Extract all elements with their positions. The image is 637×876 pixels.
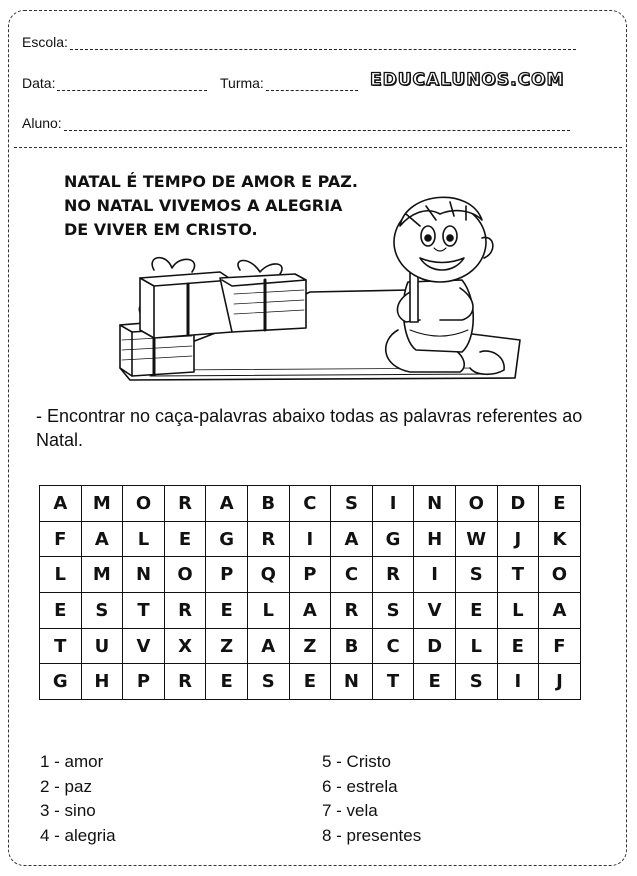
date-label: Data: [22,75,56,91]
grid-cell[interactable]: A [206,486,248,522]
grid-cell[interactable]: G [372,521,414,557]
grid-cell[interactable]: U [81,628,123,664]
grid-cell[interactable]: N [414,486,456,522]
grid-cell[interactable]: Q [247,557,289,593]
grid-cell[interactable]: D [497,486,539,522]
grid-cell[interactable]: E [206,593,248,629]
class-line[interactable] [266,78,358,91]
grid-row [40,557,581,593]
school-label: Escola: [22,34,68,50]
grid-cell[interactable]: E [539,486,581,522]
grid-cell[interactable]: G [40,664,82,700]
grid-row [40,486,581,522]
grid-cell[interactable]: E [455,593,497,629]
grid-cell[interactable]: I [372,486,414,522]
word-list-item: 6 - estrela [322,776,398,796]
grid-cell[interactable]: E [497,628,539,664]
logo: EDUCALUNOS.COM [370,70,565,90]
grid-cell[interactable]: R [164,593,206,629]
student-label: Aluno: [22,115,62,131]
grid-cell[interactable]: T [497,557,539,593]
word-list-item: 3 - sino [40,801,96,820]
grid-cell[interactable]: L [497,593,539,629]
headline-line-1: NATAL É TEMPO DE AMOR E PAZ. [64,172,358,191]
grid-cell[interactable]: R [247,521,289,557]
school-field[interactable] [22,34,576,50]
grid-cell[interactable]: F [40,521,82,557]
grid-cell[interactable]: D [414,628,456,664]
grid-cell[interactable]: A [289,593,331,629]
word-list-item: 1 - amor [40,752,104,771]
grid-row [40,593,581,629]
grid-cell[interactable]: P [206,557,248,593]
grid-cell[interactable]: T [372,664,414,700]
grid-cell[interactable]: S [247,664,289,700]
grid-row [40,521,581,557]
grid-cell[interactable]: L [455,628,497,664]
grid-row [40,628,581,664]
headline-line-3: DE VIVER EM CRISTO. [64,220,258,239]
grid-cell[interactable]: C [289,486,331,522]
grid-cell[interactable]: L [123,521,165,557]
grid-cell[interactable]: W [455,521,497,557]
date-field[interactable] [22,75,207,91]
grid-cell[interactable]: N [123,557,165,593]
grid-cell[interactable]: J [497,521,539,557]
grid-cell[interactable]: A [331,521,373,557]
student-line[interactable] [64,118,570,131]
instruction-text: - Encontrar no caça-palavras abaixo todas as palavras referentes ao Natal. [36,406,583,450]
grid-cell[interactable]: A [40,486,82,522]
word-search-grid[interactable] [39,485,581,700]
grid-cell[interactable]: H [414,521,456,557]
word-list-item: 4 - alegria [40,825,116,845]
grid-cell[interactable]: S [331,486,373,522]
word-list-item: 5 - Cristo [322,752,391,771]
grid-cell[interactable]: S [455,664,497,700]
grid-cell[interactable]: V [123,628,165,664]
gift-box-icon [140,258,232,338]
date-line[interactable] [57,78,207,91]
grid-cell[interactable]: A [539,593,581,629]
grid-cell[interactable]: R [331,593,373,629]
grid-cell[interactable]: K [539,521,581,557]
word-list-left [40,750,116,848]
grid-cell[interactable]: S [455,557,497,593]
grid-cell[interactable]: S [372,593,414,629]
grid-cell[interactable]: T [123,593,165,629]
grid-cell[interactable]: E [40,593,82,629]
gift-box-icon [220,261,306,333]
grid-cell[interactable]: E [206,664,248,700]
grid-cell[interactable]: B [247,486,289,522]
grid-cell[interactable]: A [247,628,289,664]
grid-cell[interactable]: E [164,521,206,557]
grid-cell[interactable]: O [539,557,581,593]
grid-cell[interactable]: Z [206,628,248,664]
grid-cell[interactable]: I [414,557,456,593]
grid-cell[interactable]: J [539,664,581,700]
grid-cell[interactable]: E [289,664,331,700]
word-list-item: 2 - paz [40,776,92,796]
word-list-item: 8 - presentes [322,825,422,845]
grid-cell[interactable]: R [164,486,206,522]
grid-cell[interactable]: S [81,593,123,629]
grid-cell[interactable]: P [123,664,165,700]
grid-cell[interactable]: R [372,557,414,593]
grid-cell[interactable]: A [81,521,123,557]
grid-cell[interactable]: L [40,557,82,593]
grid-cell[interactable]: O [123,486,165,522]
boy-with-candle-icon [386,197,504,374]
grid-cell[interactable]: C [331,557,373,593]
grid-cell[interactable]: R [164,664,206,700]
school-line[interactable] [70,37,576,50]
section-divider [14,147,622,148]
grid-cell[interactable]: T [40,628,82,664]
grid-cell[interactable]: I [497,664,539,700]
class-label: Turma: [220,75,264,91]
grid-cell[interactable]: M [81,557,123,593]
grid-cell[interactable]: E [414,664,456,700]
grid-cell[interactable]: Z [289,628,331,664]
christmas-illustration [110,180,530,390]
grid-cell[interactable]: P [289,557,331,593]
grid-cell[interactable]: V [414,593,456,629]
grid-cell[interactable]: O [455,486,497,522]
grid-cell[interactable]: C [372,628,414,664]
grid-cell[interactable]: X [164,628,206,664]
grid-cell[interactable]: L [247,593,289,629]
student-field[interactable] [22,115,570,131]
grid-cell[interactable]: N [331,664,373,700]
grid-cell[interactable]: M [81,486,123,522]
grid-cell[interactable]: G [206,521,248,557]
word-list-right [322,750,421,848]
grid-cell[interactable]: H [81,664,123,700]
word-list-item: 7 - vela [322,801,378,820]
grid-cell[interactable]: O [164,557,206,593]
grid-row [40,664,581,700]
headline-line-2: NO NATAL VIVEMOS A ALEGRIA [64,196,343,215]
class-field[interactable] [220,75,358,91]
grid-cell[interactable]: F [539,628,581,664]
grid-cell[interactable]: I [289,521,331,557]
grid-cell[interactable]: B [331,628,373,664]
